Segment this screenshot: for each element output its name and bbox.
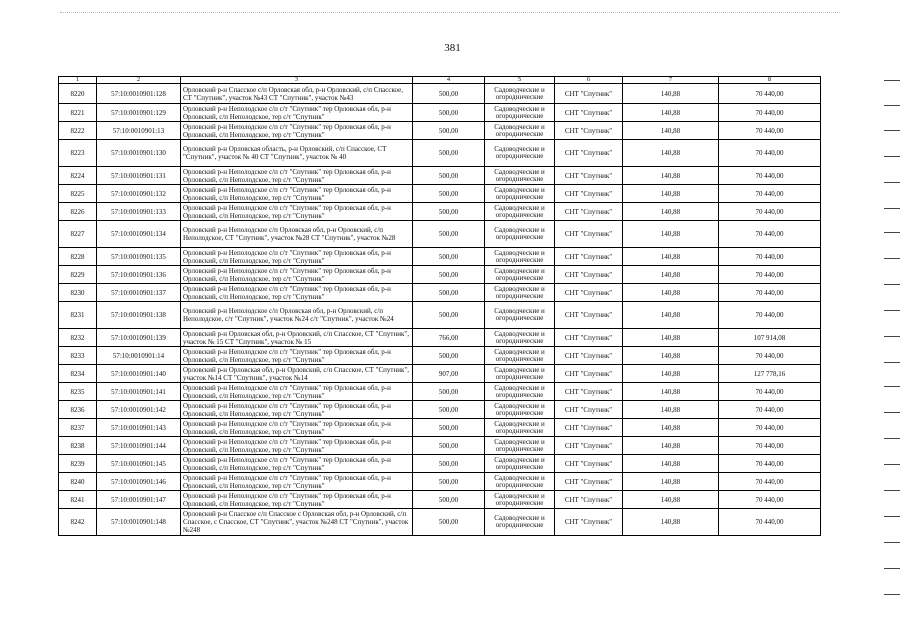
unit-price: 140,88: [623, 455, 719, 473]
address: Орловский р-н Неполодское с/п с/т "Спутник" тер Орловская обл, р-н Орловский, с/п Неполодское, тер с/т "Спутник": [181, 185, 413, 203]
unit-price: 140,88: [623, 284, 719, 302]
total-value: 70 440,00: [719, 437, 821, 455]
land-category: Садоводческие и огороднические: [485, 302, 555, 329]
area-value: 907,00: [413, 365, 485, 383]
total-value: 70 440,00: [719, 419, 821, 437]
total-value: 70 440,00: [719, 383, 821, 401]
table-row: [59, 302, 821, 329]
unit-price: 140,88: [623, 302, 719, 329]
land-category: Садоводческие и огороднические: [485, 383, 555, 401]
unit-price: 140,88: [623, 84, 719, 104]
organization: СНТ "Спутник": [555, 248, 623, 266]
address: Орловский р-н Неполодское с/п с/т "Спутник" тер Орловская обл, р-н Орловский, с/п Неполодское, тер с/т "Спутник": [181, 203, 413, 221]
cadastral-number: 57:10:0010901:137: [97, 284, 181, 302]
table-row: [59, 221, 821, 248]
area-value: 500,00: [413, 473, 485, 491]
land-category: Садоводческие и огороднические: [485, 248, 555, 266]
unit-price: 140,88: [623, 509, 719, 536]
row-number: 8226: [59, 203, 97, 221]
unit-price: 140,88: [623, 248, 719, 266]
row-number: 8230: [59, 284, 97, 302]
table-row: [59, 455, 821, 473]
cadastral-number: 57:10:0010901:139: [97, 329, 181, 347]
land-category: Садоводческие и огороднические: [485, 140, 555, 167]
unit-price: 140,88: [623, 491, 719, 509]
address: Орловский р-н Неполодское с/п с/т "Спутник" тер Орловская обл, р-н Орловский, с/п Неполодское, тер с/т "Спутник": [181, 266, 413, 284]
organization: СНТ "Спутник": [555, 302, 623, 329]
area-value: 500,00: [413, 185, 485, 203]
unit-price: 140,88: [623, 266, 719, 284]
area-value: 500,00: [413, 419, 485, 437]
row-number: 8237: [59, 419, 97, 437]
total-value: 70 440,00: [719, 104, 821, 122]
area-value: 500,00: [413, 284, 485, 302]
total-value: 70 440,00: [719, 167, 821, 185]
total-value: 70 440,00: [719, 84, 821, 104]
column-number: 8: [719, 77, 821, 84]
column-number: 3: [181, 77, 413, 84]
column-number: 2: [97, 77, 181, 84]
total-value: 70 440,00: [719, 509, 821, 536]
land-category: Садоводческие и огороднические: [485, 122, 555, 140]
cadastral-number: 57:10:0010901:146: [97, 473, 181, 491]
row-number: 8233: [59, 347, 97, 365]
area-value: 500,00: [413, 491, 485, 509]
organization: СНТ "Спутник": [555, 266, 623, 284]
total-value: 70 440,00: [719, 473, 821, 491]
address: Орловский р-н Неполодское с/п с/т "Спутник" тер Орловская обл, р-н Орловский, с/п Неполодское, тер с/т "Спутник": [181, 383, 413, 401]
total-value: 107 914,08: [719, 329, 821, 347]
row-number: 8234: [59, 365, 97, 383]
unit-price: 140,88: [623, 437, 719, 455]
organization: СНТ "Спутник": [555, 185, 623, 203]
unit-price: 140,88: [623, 419, 719, 437]
organization: СНТ "Спутник": [555, 473, 623, 491]
area-value: 500,00: [413, 437, 485, 455]
row-number: 8231: [59, 302, 97, 329]
land-category: Садоводческие и огороднические: [485, 185, 555, 203]
table-row: [59, 383, 821, 401]
address: Орловский р-н Неполодское с/п с/т "Спутник" тер Орловская обл, р-н Орловский, с/п Неполодское, тер с/т "Спутник": [181, 284, 413, 302]
address: Орловский р-н Спасское с/п Спасское с Орловская обл, р-н Орловский, с/п Спасское, с Спасское, СТ "Спутник", участок №248 СТ "Спутник", участок №248: [181, 509, 413, 536]
total-value: 70 440,00: [719, 248, 821, 266]
organization: СНТ "Спутник": [555, 509, 623, 536]
address: Орловский р-н Неполодское с/п с/т "Спутник" тер Орловская обл, р-н Орловский, с/п Неполодское, тер с/т "Спутник": [181, 167, 413, 185]
area-value: 500,00: [413, 248, 485, 266]
cadastral-number: 57:10:0010901:135: [97, 248, 181, 266]
cadastral-number: 57:10:0010901:147: [97, 491, 181, 509]
organization: СНТ "Спутник": [555, 455, 623, 473]
column-number-row: [59, 77, 821, 84]
total-value: 70 440,00: [719, 185, 821, 203]
page-number: 381: [444, 42, 461, 54]
unit-price: 140,88: [623, 221, 719, 248]
unit-price: 140,88: [623, 140, 719, 167]
registry-table-container: [58, 76, 820, 536]
row-number: 8220: [59, 84, 97, 104]
area-value: 500,00: [413, 383, 485, 401]
organization: СНТ "Спутник": [555, 203, 623, 221]
address: Орловский р-н Спасское с/п Орловская обл, р-н Орловский, с/п Спасское, СТ "Спутник", участок №43 СТ "Спутник", участок №43: [181, 84, 413, 104]
row-number: 8235: [59, 383, 97, 401]
land-category: Садоводческие и огороднические: [485, 329, 555, 347]
row-number: 8239: [59, 455, 97, 473]
address: Орловский р-н Неполодское с/п с/т "Спутник" тер Орловская обл, р-н Орловский, с/п Неполодское, тер с/т "Спутник": [181, 455, 413, 473]
table-row: [59, 437, 821, 455]
area-value: 500,00: [413, 203, 485, 221]
total-value: 70 440,00: [719, 455, 821, 473]
address: Орловский р-н Неполодское с/п с/т "Спутник" тер Орловская обл, р-н Орловский, с/п Неполодское, тер с/т "Спутник": [181, 104, 413, 122]
row-number: 8242: [59, 509, 97, 536]
table-row: [59, 122, 821, 140]
cadastral-number: 57:10:0010901:136: [97, 266, 181, 284]
row-number: 8240: [59, 473, 97, 491]
unit-price: 140,88: [623, 167, 719, 185]
land-category: Садоводческие и огороднические: [485, 437, 555, 455]
cadastral-number: 57:10:0010901:13: [97, 122, 181, 140]
land-category: Садоводческие и огороднические: [485, 455, 555, 473]
unit-price: 140,88: [623, 203, 719, 221]
unit-price: 140,88: [623, 473, 719, 491]
row-number: 8232: [59, 329, 97, 347]
area-value: 500,00: [413, 266, 485, 284]
organization: СНТ "Спутник": [555, 329, 623, 347]
unit-price: 140,88: [623, 383, 719, 401]
cadastral-number: 57:10:0010901:131: [97, 167, 181, 185]
land-category: Садоводческие и огороднические: [485, 509, 555, 536]
area-value: 500,00: [413, 104, 485, 122]
row-number: 8224: [59, 167, 97, 185]
table-row: [59, 248, 821, 266]
area-value: 500,00: [413, 302, 485, 329]
area-value: 500,00: [413, 401, 485, 419]
table-row: [59, 365, 821, 383]
total-value: 70 440,00: [719, 401, 821, 419]
organization: СНТ "Спутник": [555, 437, 623, 455]
unit-price: 140,88: [623, 401, 719, 419]
table-row: [59, 203, 821, 221]
cadastral-number: 57:10:0010901:145: [97, 455, 181, 473]
address: Орловский р-н Неполодское с/п с/т "Спутник" тер Орловская обл, р-н Орловский, с/п Неполодское, тер с/т "Спутник": [181, 122, 413, 140]
table-row: [59, 84, 821, 104]
address: Орловский р-н Неполодское с/п с/т "Спутник" тер Орловская обл, р-н Орловский, с/п Неполодское, тер с/т "Спутник": [181, 491, 413, 509]
unit-price: 140,88: [623, 365, 719, 383]
unit-price: 140,88: [623, 329, 719, 347]
area-value: 500,00: [413, 455, 485, 473]
address: Орловский р-н Неполодское с/п с/т "Спутник" тер Орловская обл, р-н Орловский, с/п Неполодское, тер с/т "Спутник": [181, 401, 413, 419]
cadastral-number: 57:10:0010901:148: [97, 509, 181, 536]
table-row: [59, 140, 821, 167]
cadastral-number: 57:10:0010901:142: [97, 401, 181, 419]
registry-table-body: [59, 77, 821, 536]
land-category: Садоводческие и огороднические: [485, 203, 555, 221]
land-category: Садоводческие и огороднические: [485, 84, 555, 104]
table-row: [59, 491, 821, 509]
land-category: Садоводческие и огороднические: [485, 419, 555, 437]
table-row: [59, 329, 821, 347]
land-category: Садоводческие и огороднические: [485, 401, 555, 419]
area-value: 766,00: [413, 329, 485, 347]
organization: СНТ "Спутник": [555, 122, 623, 140]
address: Орловский р-н Орловская обл, р-н Орловский, с/п Спасское, СТ "Спутник", участок № 15 СТ "Спутник", участок № 15: [181, 329, 413, 347]
address: Орловский р-н Неполодское с/п с/т "Спутник" тер Орловская обл, р-н Орловский, с/п Неполодское, тер с/т "Спутник": [181, 347, 413, 365]
land-category: Садоводческие и огороднические: [485, 347, 555, 365]
organization: СНТ "Спутник": [555, 284, 623, 302]
scan-margin-marks: [880, 60, 905, 620]
organization: СНТ "Спутник": [555, 167, 623, 185]
land-category: Садоводческие и огороднические: [485, 491, 555, 509]
organization: СНТ "Спутник": [555, 221, 623, 248]
row-number: 8238: [59, 437, 97, 455]
organization: СНТ "Спутник": [555, 140, 623, 167]
address: Орловский р-н Неполодское с/п с/т "Спутник" тер Орловская обл, р-н Орловский, с/п Неполодское, тер с/т "Спутник": [181, 437, 413, 455]
land-category: Садоводческие и огороднические: [485, 104, 555, 122]
address: Орловский р-н Орловская область, р-н Орловский, с/п Спасское, СТ "Спутник", участок № 40 СТ "Спутник", участок № 40: [181, 140, 413, 167]
total-value: 70 440,00: [719, 302, 821, 329]
row-number: 8221: [59, 104, 97, 122]
cadastral-number: 57:10:0010901:140: [97, 365, 181, 383]
column-number: 7: [623, 77, 719, 84]
land-category: Садоводческие и огороднические: [485, 221, 555, 248]
organization: СНТ "Спутник": [555, 419, 623, 437]
table-row: [59, 401, 821, 419]
address: Орловский р-н Орловская обл, р-н Орловский, с/п Спасское, СТ "Спутник", участок №14 СТ "Спутник", участок №14: [181, 365, 413, 383]
row-number: 8227: [59, 221, 97, 248]
row-number: 8229: [59, 266, 97, 284]
table-row: [59, 419, 821, 437]
table-row: [59, 284, 821, 302]
area-value: 500,00: [413, 221, 485, 248]
address: Орловский р-н Неполодское с/п с/т "Спутник" тер Орловская обл, р-н Орловский, с/п Неполодское, тер с/т "Спутник": [181, 473, 413, 491]
land-category: Садоводческие и огороднические: [485, 365, 555, 383]
cadastral-number: 57:10:0010901:14: [97, 347, 181, 365]
cadastral-number: 57:10:0010901:133: [97, 203, 181, 221]
organization: СНТ "Спутник": [555, 84, 623, 104]
area-value: 500,00: [413, 167, 485, 185]
land-category: Садоводческие и огороднические: [485, 167, 555, 185]
total-value: 70 440,00: [719, 266, 821, 284]
column-number: 1: [59, 77, 97, 84]
area-value: 500,00: [413, 509, 485, 536]
row-number: 8228: [59, 248, 97, 266]
organization: СНТ "Спутник": [555, 365, 623, 383]
total-value: 70 440,00: [719, 221, 821, 248]
unit-price: 140,88: [623, 185, 719, 203]
cadastral-number: 57:10:0010901:130: [97, 140, 181, 167]
unit-price: 140,88: [623, 104, 719, 122]
area-value: 500,00: [413, 122, 485, 140]
row-number: 8236: [59, 401, 97, 419]
table-row: [59, 185, 821, 203]
row-number: 8222: [59, 122, 97, 140]
cadastral-number: 57:10:0010901:144: [97, 437, 181, 455]
table-row: [59, 509, 821, 536]
unit-price: 140,88: [623, 122, 719, 140]
cadastral-number: 57:10:0010901:138: [97, 302, 181, 329]
total-value: 70 440,00: [719, 347, 821, 365]
total-value: 127 778,16: [719, 365, 821, 383]
column-number: 6: [555, 77, 623, 84]
area-value: 500,00: [413, 84, 485, 104]
organization: СНТ "Спутник": [555, 104, 623, 122]
unit-price: 140,88: [623, 347, 719, 365]
table-row: [59, 473, 821, 491]
land-category: Садоводческие и огороднические: [485, 473, 555, 491]
land-category: Садоводческие и огороднические: [485, 284, 555, 302]
organization: СНТ "Спутник": [555, 491, 623, 509]
table-row: [59, 104, 821, 122]
address: Орловский р-н Неполодское с/п с/т "Спутник" тер Орловская обл, р-н Орловский, с/п Неполодское, тер с/т "Спутник": [181, 419, 413, 437]
column-number: 4: [413, 77, 485, 84]
scan-artifact-top: [60, 12, 840, 15]
organization: СНТ "Спутник": [555, 401, 623, 419]
total-value: 70 440,00: [719, 122, 821, 140]
total-value: 70 440,00: [719, 284, 821, 302]
address: Орловский р-н Неполодское с/п Орловская обл, р-н Орловский, с/п Неполодское, СТ "Спутник", участок №28 СТ "Спутник", участок №28: [181, 221, 413, 248]
row-number: 8223: [59, 140, 97, 167]
table-row: [59, 347, 821, 365]
table-row: [59, 167, 821, 185]
column-number: 5: [485, 77, 555, 84]
row-number: 8225: [59, 185, 97, 203]
table-row: [59, 266, 821, 284]
address: Орловский р-н Неполодское с/п Орловская обл, р-н Орловский, с/п Неполодское, с/т "Спутник", участок №24 с/т "Спутник", участок №24: [181, 302, 413, 329]
total-value: 70 440,00: [719, 491, 821, 509]
cadastral-number: 57:10:0010901:141: [97, 383, 181, 401]
total-value: 70 440,00: [719, 203, 821, 221]
organization: СНТ "Спутник": [555, 383, 623, 401]
address: Орловский р-н Неполодское с/п с/т "Спутник" тер Орловская обл, р-н Орловский, с/п Неполодское, тер с/т "Спутник": [181, 248, 413, 266]
area-value: 500,00: [413, 347, 485, 365]
cadastral-number: 57:10:0010901:129: [97, 104, 181, 122]
area-value: 500,00: [413, 140, 485, 167]
cadastral-number: 57:10:0010901:134: [97, 221, 181, 248]
total-value: 70 440,00: [719, 140, 821, 167]
cadastral-number: 57:10:0010901:132: [97, 185, 181, 203]
cadastral-number: 57:10:0010901:128: [97, 84, 181, 104]
row-number: 8241: [59, 491, 97, 509]
registry-table: [58, 76, 821, 536]
cadastral-number: 57:10:0010901:143: [97, 419, 181, 437]
land-category: Садоводческие и огороднические: [485, 266, 555, 284]
organization: СНТ "Спутник": [555, 347, 623, 365]
